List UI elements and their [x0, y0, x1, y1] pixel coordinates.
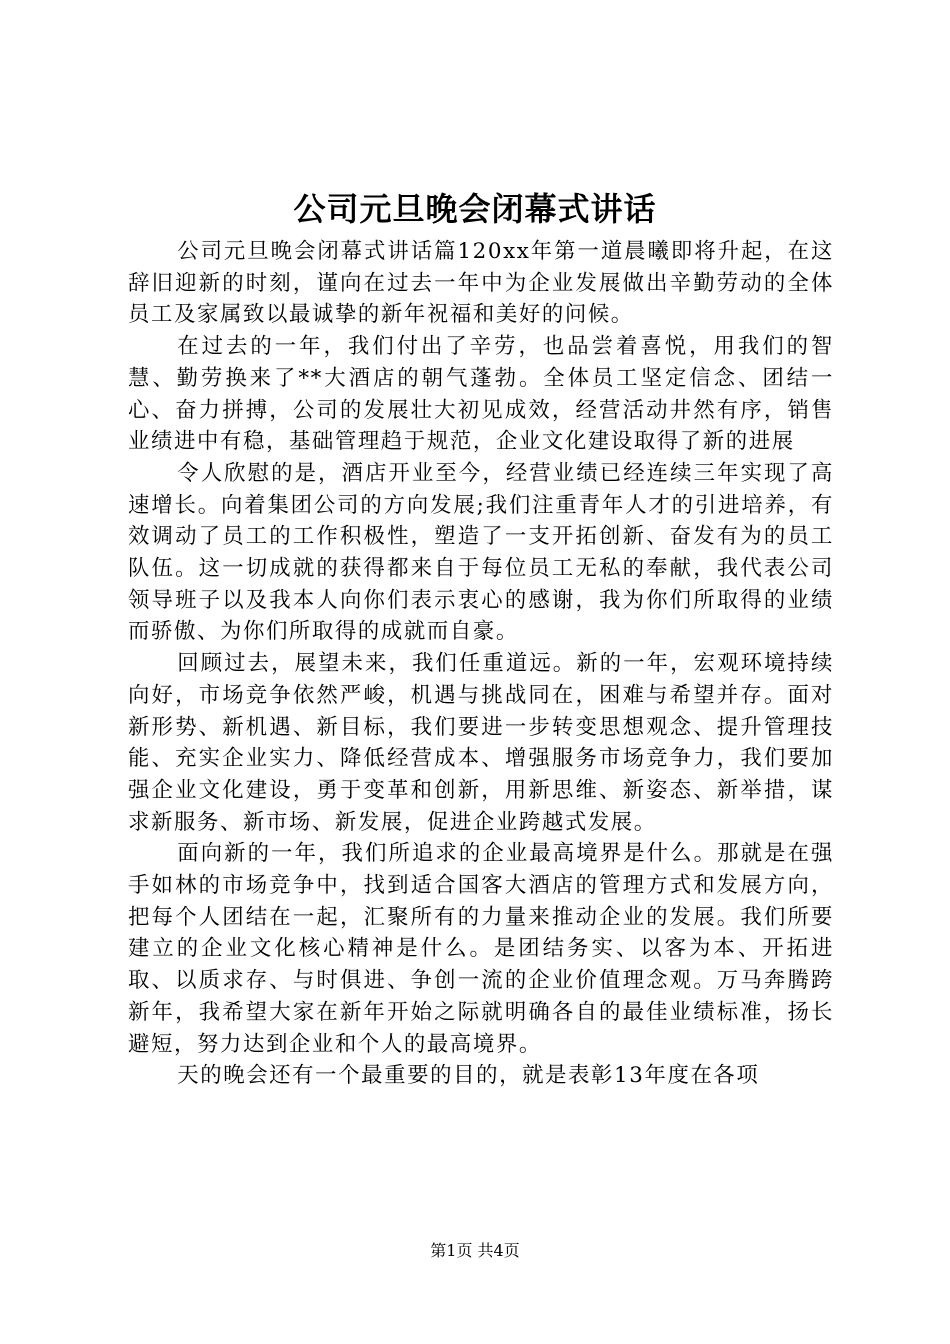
document-title: 公司元旦晚会闭幕式讲话 — [293, 190, 657, 228]
document-body — [128, 236, 834, 1092]
paragraph-2: 在过去的一年，我们付出了辛劳，也品尝着喜悦，用我们的智慧、勤劳换来了**大酒店的朝气蓬勃。全体员工坚定信念、团结一心、奋力拼搏，公司的发展壮大初见成效，经营活动井然有序，销售业绩进中有稳，基础管理趋于规范，企业文化建设取得了新的进展 — [128, 334, 834, 455]
paragraph-4: 回顾过去，展望未来，我们任重道远。新的一年，宏观环境持续向好，市场竞争依然严峻，机遇与挑战同在，困难与希望并存。面对新形势、新机遇、新目标，我们要进一步转变思想观念、提升管理技能、充实企业实力、降低经营成本、增强服务市场竞争力，我们要加强企业文化建设，勇于变革和创新，用新思维、新姿态、新举措，谋求新服务、新市场、新发展，促进企业跨越式发展。 — [128, 651, 834, 835]
paragraph-1: 公司元旦晚会闭幕式讲话篇120xx年第一道晨曦即将升起，在这辞旧迎新的时刻，谨向在过去一年中为企业发展做出辛勤劳动的全体员工及家属致以最诚挚的新年祝福和美好的问候。 — [128, 239, 834, 328]
paragraph-3: 令人欣慰的是，酒店开业至今，经营业绩已经连续三年实现了高速增长。向着集团公司的方向发展;我们注重青年人才的引进培养，有效调动了员工的工作积极性，塑造了一支开拓创新、奋发有为的员工队伍。这一切成就的获得都来自于每位员工无私的奉献，我代表公司领导班子以及我本人向你们表示衷心的感谢，我为你们所取得的业绩而骄傲、为你们所取得的成就而自豪。 — [128, 460, 834, 645]
paragraph-5: 面向新的一年，我们所追求的企业最高境界是什么。那就是在强手如林的市场竞争中，找到适合国客大酒店的管理方式和发展方向，把每个人团结在一起，汇聚所有的力量来推动企业的发展。我们所要建立的企业文化核心精神是什么。是团结务实、以客为本、开拓进取、以质求存、与时俱进、争创一流的企业价值理念观。万马奔腾跨新年，我希望大家在新年开始之际就明确各自的最佳业绩标准，扬长避短，努力达到企业和个人的最高境界。 — [128, 841, 834, 1057]
page-footer: 第1页 共4页 — [430, 1241, 520, 1260]
paragraph-6: 天的晚会还有一个最重要的目的，就是表彰13年度在各项 — [177, 1063, 760, 1089]
